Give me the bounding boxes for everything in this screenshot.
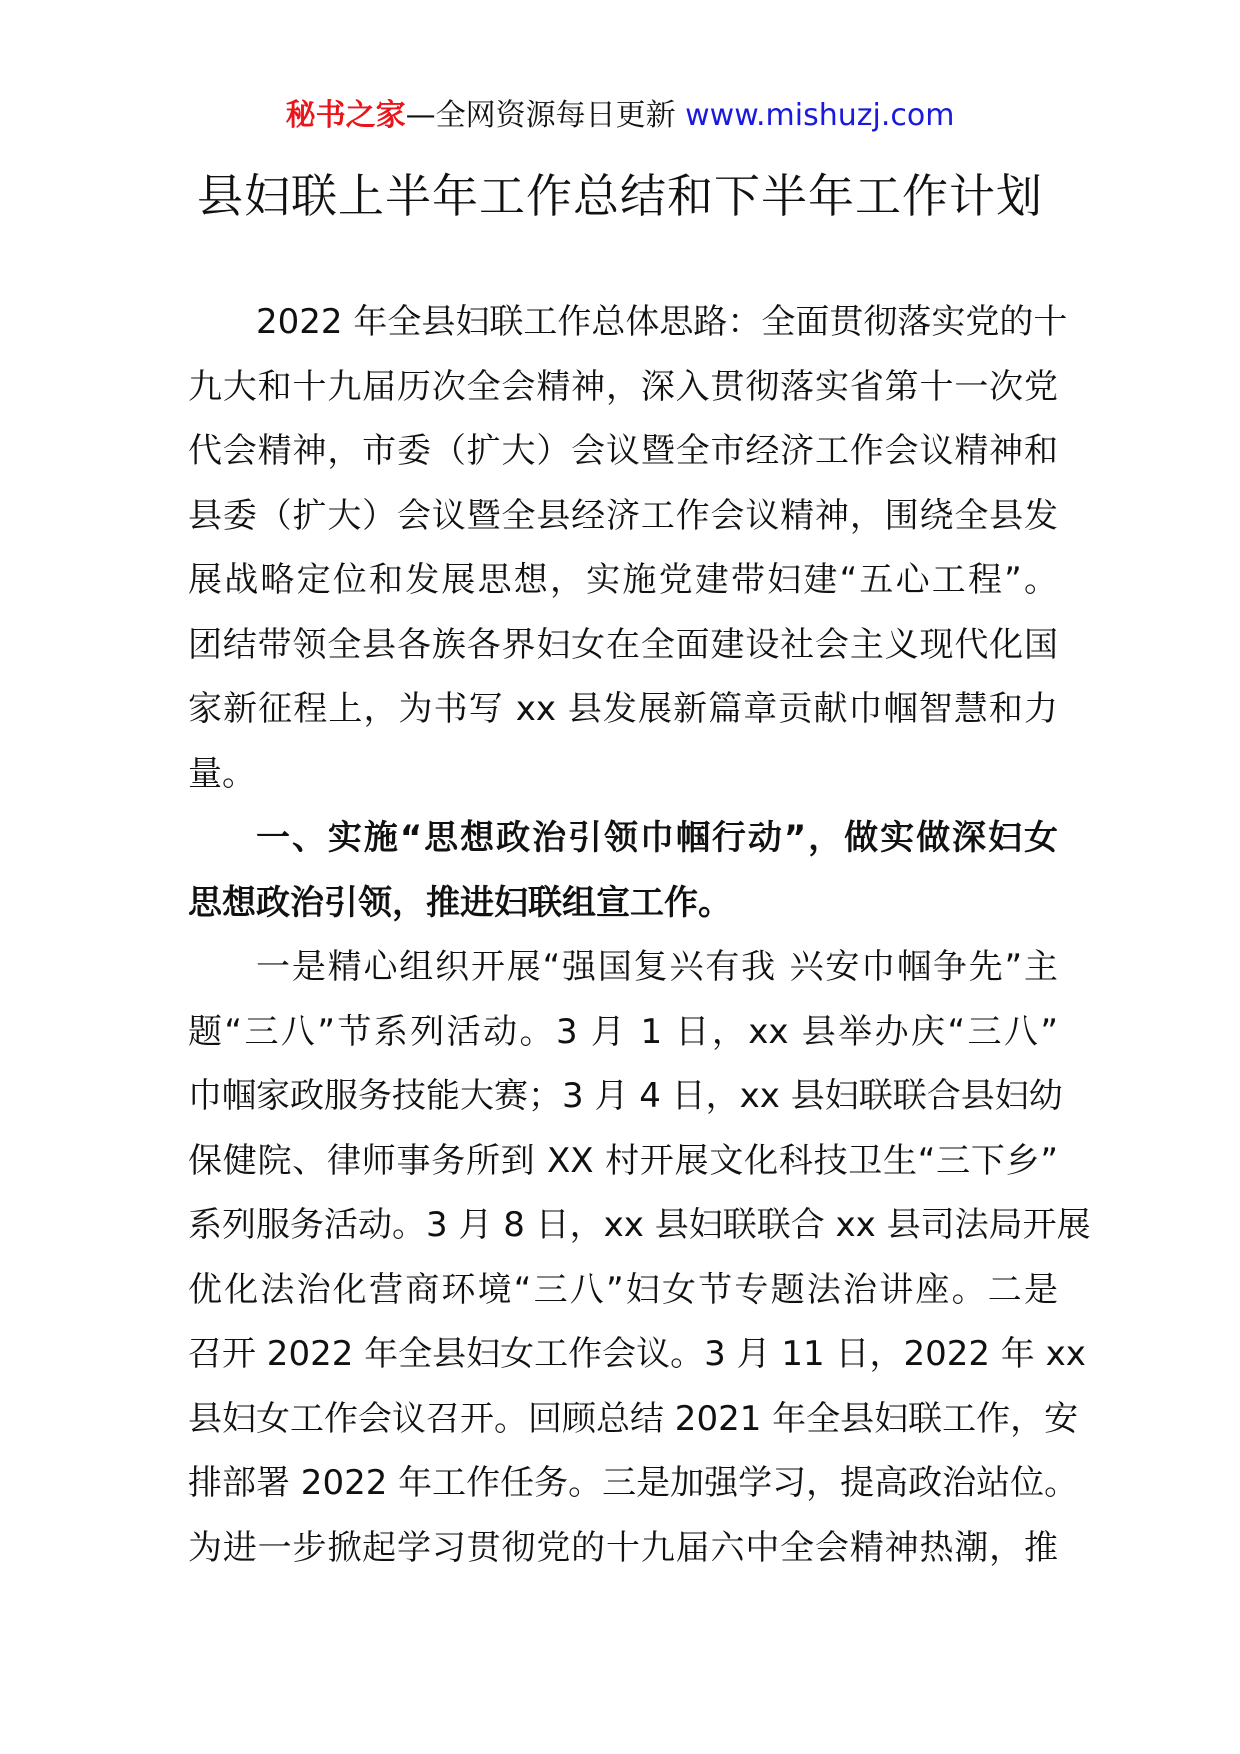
paragraph-line: 家新征程上，为书写 xx 县发展新篇章贡献巾帼智慧和力	[188, 689, 1058, 729]
brand-name: 秘书之家	[285, 98, 406, 133]
paragraph-line: 展战略定位和发展思想，实施党建带妇建“五心工程”。	[188, 560, 1058, 600]
paragraph-line: 召开 2022 年全县妇女工作会议。3 月 11 日，2022 年 xx	[188, 1334, 1086, 1374]
document-title: 县妇联上半年工作总结和下半年工作计划	[197, 169, 1043, 223]
paragraph-line: 巾帼家政服务技能大赛；3 月 4 日，xx 县妇联联合县妇幼	[188, 1076, 1063, 1116]
document-body	[188, 290, 1091, 1580]
paragraph-line: 代会精神，市委（扩大）会议暨全市经济工作会议精神和	[188, 431, 1058, 471]
paragraph-line: 优化法治化营商环境“三八”妇女节专题法治讲座。二是	[188, 1269, 1058, 1310]
header-slogan: —全网资源每日更新	[405, 98, 686, 133]
paragraph-line: 2022 年全县妇联工作总体思路：全面贯彻落实党的十	[256, 302, 1068, 342]
section-heading-line: 一、实施“思想政治引领巾帼行动”，做实做深妇女	[256, 818, 1058, 858]
paragraph-line: 团结带领全县各族各界妇女在全面建设社会主义现代化国	[188, 624, 1058, 665]
paragraph-line: 九大和十九届历次全会精神，深入贯彻落实省第十一次党	[188, 366, 1058, 407]
paragraph-line: 量。	[188, 753, 256, 794]
paragraph-line: 系列服务活动。3 月 8 日，xx 县妇联联合 xx 县司法局开展	[188, 1205, 1091, 1245]
paragraph-line: 一是精心组织开展“强国复兴有我 兴安巾帼争先”主	[256, 947, 1058, 987]
site-url-link[interactable]: www.mishuzj.com	[685, 98, 955, 133]
paragraph-line: 排部署 2022 年工作任务。三是加强学习，提高政治站位。	[188, 1463, 1079, 1503]
site-header	[0, 96, 1240, 136]
paragraph-line: 保健院、律师事务所到 XX 村开展文化科技卫生“三下乡”	[188, 1140, 1058, 1181]
section-heading-line: 思想政治引领，推进妇联组宣工作。	[188, 882, 732, 923]
paragraph-line: 县妇女工作会议召开。回顾总结 2021 年全县妇联工作，安	[188, 1398, 1079, 1439]
paragraph-line: 为进一步掀起学习贯彻党的十九届六中全会精神热潮，推	[188, 1527, 1058, 1568]
paragraph-line: 县委（扩大）会议暨全县经济工作会议精神，围绕全县发	[188, 495, 1058, 536]
paragraph-line: 题“三八”节系列活动。3 月 1 日，xx 县举办庆“三八”	[188, 1011, 1058, 1052]
